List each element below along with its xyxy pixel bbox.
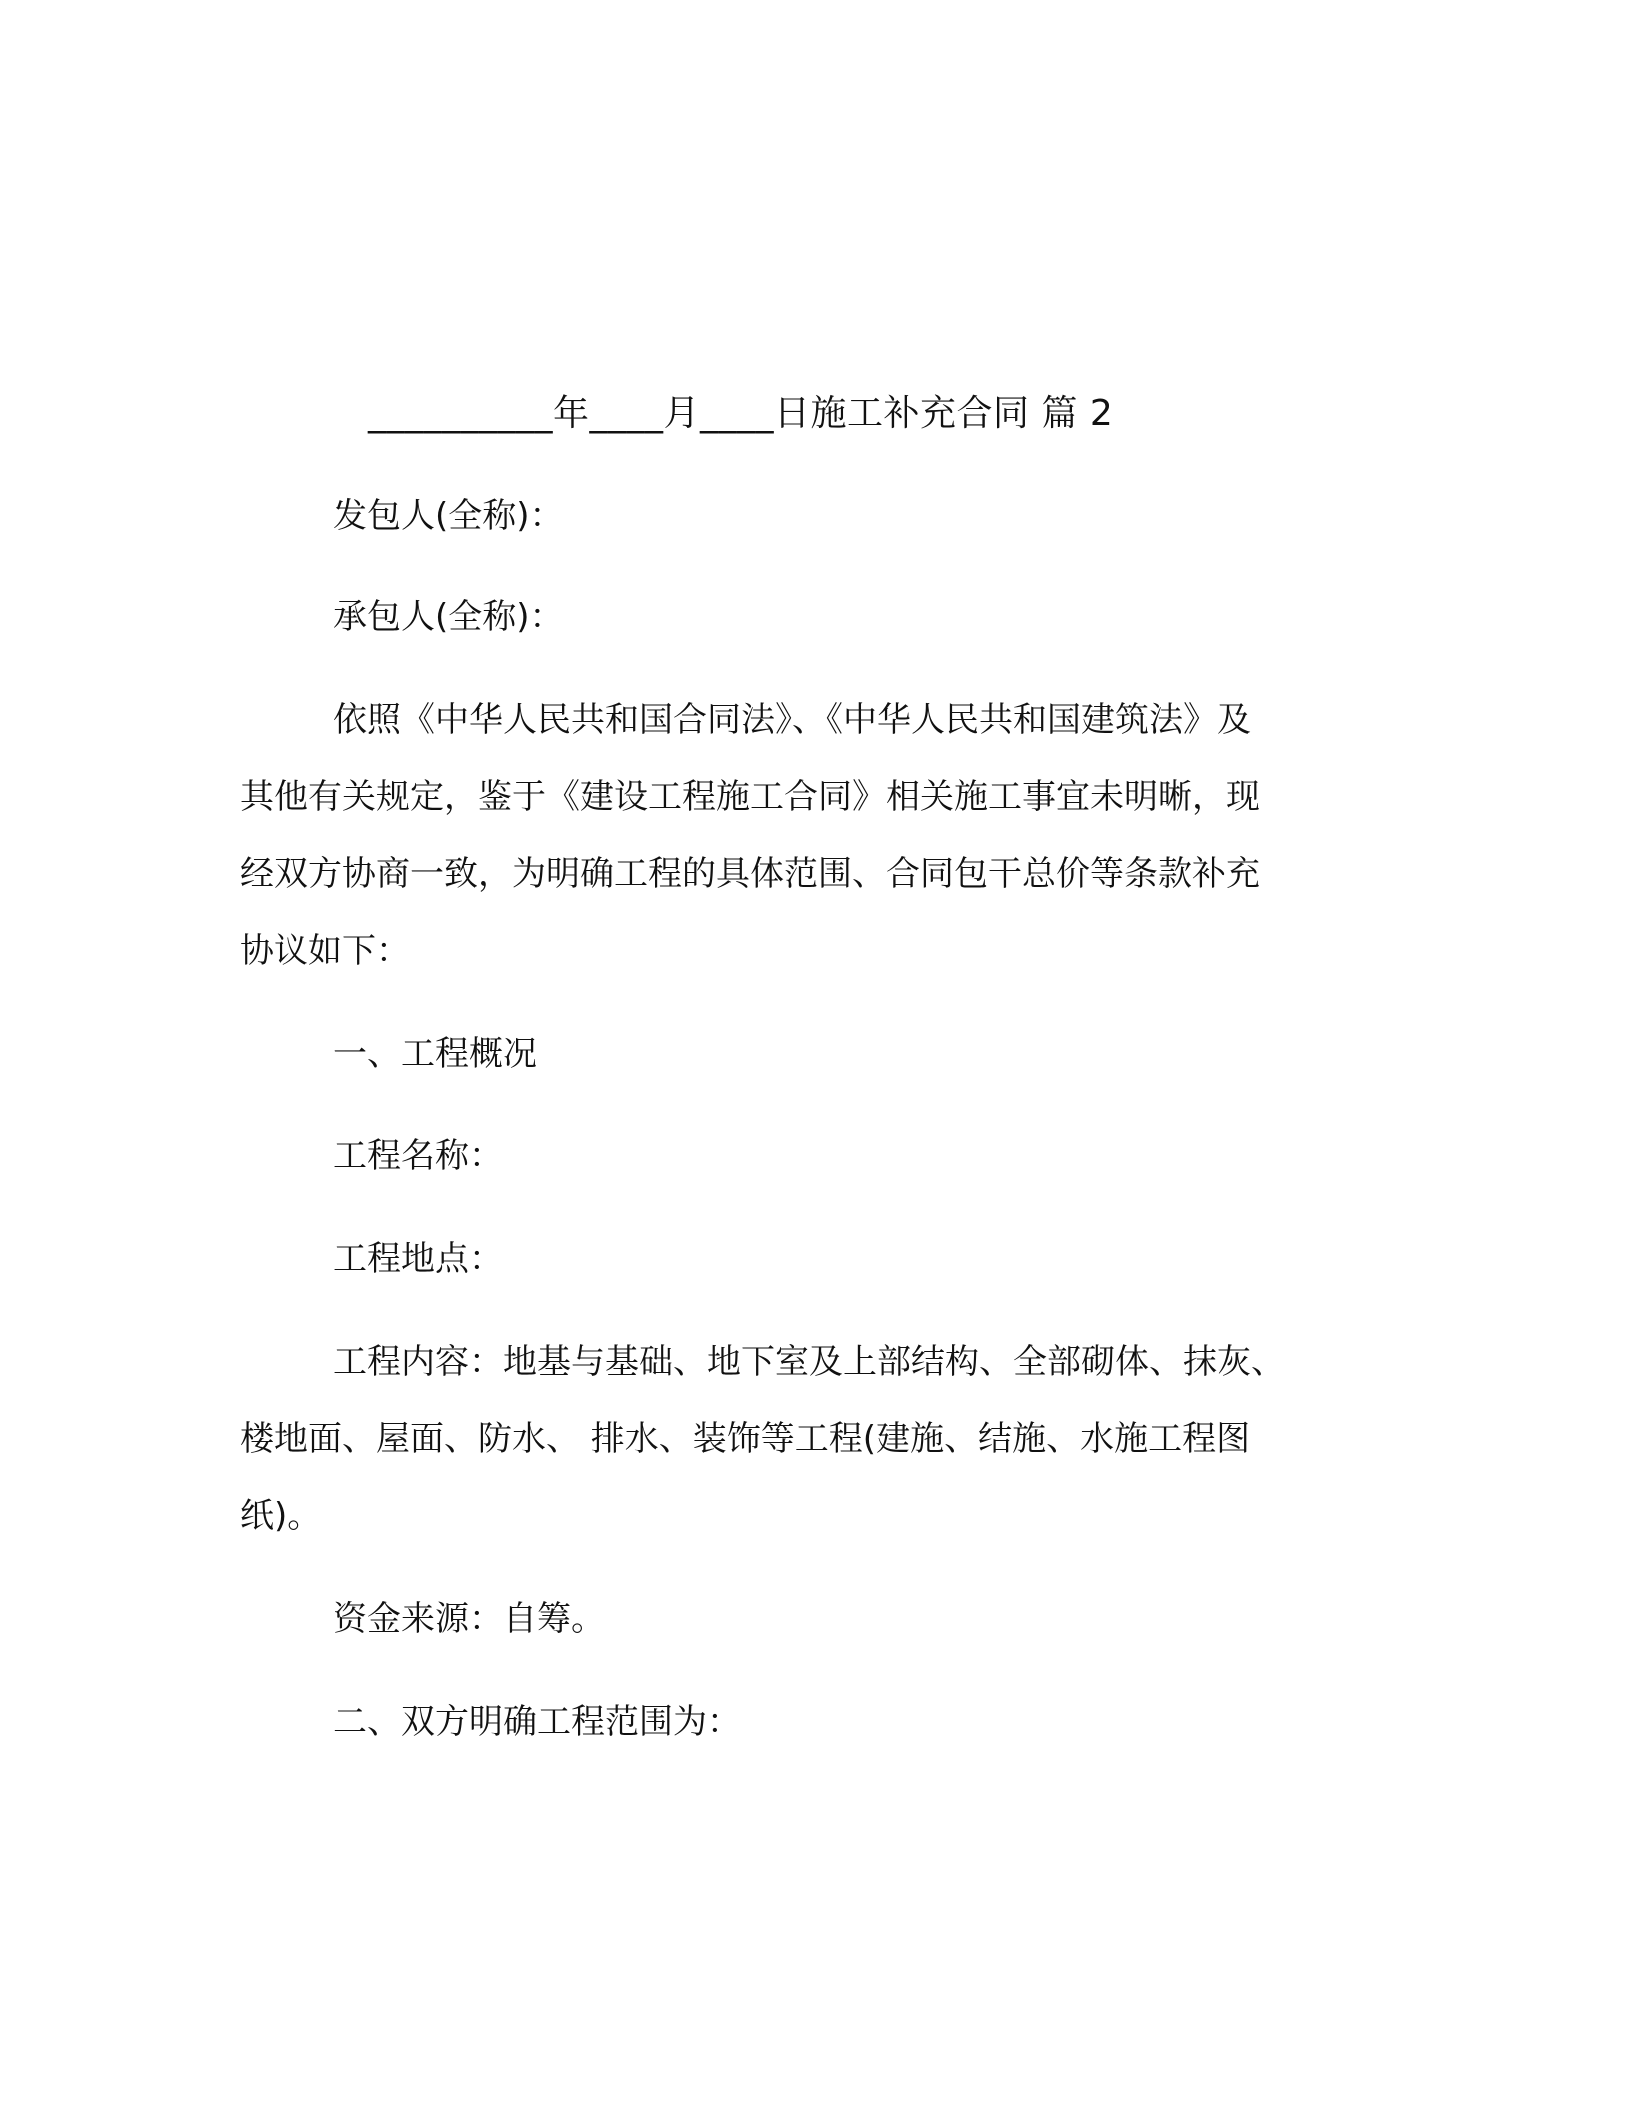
funding-source: 资金来源：自筹。 [333, 1599, 605, 1639]
party-a-label: 发包人(全称)： [333, 496, 564, 536]
preamble-line: 经双方协商一致，为明确工程的具体范围、合同包干总价等条款补充 [240, 854, 1260, 894]
project-location-label: 工程地点： [333, 1239, 503, 1279]
project-name-label: 工程名称： [333, 1136, 503, 1176]
document-title: __________年____月____日施工补充合同 篇 2 [368, 393, 1114, 434]
preamble-line: 协议如下： [240, 931, 410, 971]
party-b-label: 承包人(全称)： [333, 597, 564, 637]
section-heading-1: 一、工程概况 [333, 1034, 537, 1074]
preamble-line: 依照《中华人民共和国合同法》、《中华人民共和国建筑法》及 [333, 700, 1251, 740]
project-content-line: 工程内容：地基与基础、地下室及上部结构、全部砌体、抹灰、 [333, 1342, 1285, 1382]
preamble-line: 其他有关规定，鉴于《建设工程施工合同》相关施工事宜未明晰，现 [240, 777, 1260, 817]
project-content-line: 纸)。 [240, 1496, 322, 1536]
project-content-line: 楼地面、屋面、防水、 排水、装饰等工程(建施、结施、水施工程图 [240, 1419, 1251, 1459]
section-heading-2: 二、双方明确工程范围为： [333, 1702, 741, 1742]
